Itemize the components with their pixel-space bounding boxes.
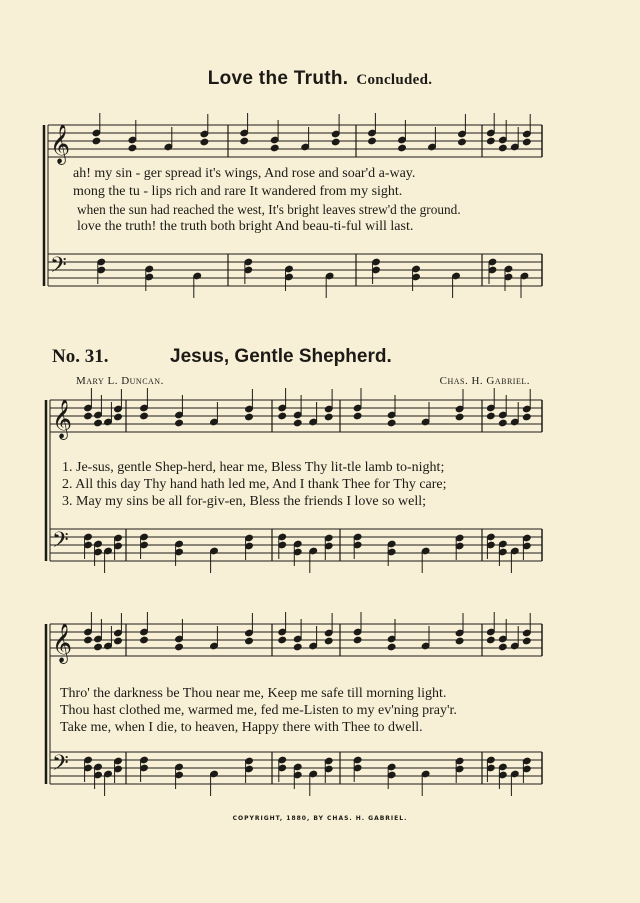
hymn-system-1-bass-clef-icon: 𝄢 [52,528,69,558]
hymn-system-1-treble-note [175,419,184,427]
top-system-treble-note [331,138,340,146]
hymn-system-1-treble-note [84,412,93,420]
hymn-author: Mary L. Duncan. [76,375,164,387]
verse-2-line-a: 2. All this day Thy hand hath led me, And I thank Thee for Thy care; [62,477,447,492]
hymn-system-1-treble-note [324,413,333,421]
top-system-treble-note [498,144,507,152]
top-system-treble-note [128,144,137,152]
hymn-system-2-treble-note [387,643,396,651]
hymn-system-2-treble-note [455,637,464,645]
hymn-system-2-treble-note [522,637,531,645]
top-lyric-line-4: love the truth! the truth both bright And beau-ti-ful will last. [77,219,414,234]
verse-2-line-b: Thou hast clothed me, warmed me, fed me-Listen to my ev'ning pray'r. [60,703,457,718]
hymn-system-2-treble-note [293,643,302,651]
hymn-system-2-treble-note [353,636,362,644]
hymn-system-2-treble-note [324,637,333,645]
hymn-system-1-treble-note [522,413,531,421]
hymn-system-1-treble-note [114,413,123,421]
top-system-treble-clef-icon: 𝄞 [50,124,71,164]
verse-1-line-b: Thro' the darkness be Thou near me, Keep me safe till morning light. [60,686,447,701]
top-lyric-line-2: mong the tu - lips rich and rare It wandered from my sight. [73,184,403,199]
top-system-treble-note [458,138,467,146]
hymn-system-1-treble-note [353,412,362,420]
hymn-system-2-treble-note [94,643,103,651]
hymn-number: No. 31. [52,346,109,367]
top-system-treble-note [522,138,531,146]
song-subtitle: Concluded. [356,72,433,88]
hymn-system-2-treble-note [175,643,184,651]
top-system-bass-clef-icon: 𝄢 [50,253,67,283]
hymn-system-1-treble-note [293,419,302,427]
hymn-system-2-treble-note [278,636,287,644]
top-lyric-line-1: ah! my sin - ger spread it's wings, And rose and soar'd a-way. [73,166,416,181]
hymn-system-2-treble-note [498,643,507,651]
verse-3-line-a: 3. May my sins be all for-giv-en, Bless the friends I love so well; [62,494,427,509]
hymn-system-2-treble-note [114,637,123,645]
top-system-treble-note [200,138,209,146]
hymn-system-2-treble-note [140,636,149,644]
hymn-system-2-treble-note [486,636,495,644]
hymn-system-1-treble-note [245,413,254,421]
hymn-composer: Chas. H. Gabriel. [439,375,530,387]
hymn-system-2-treble-clef-icon: 𝄞 [52,623,73,663]
top-system-treble-note [92,137,101,145]
top-lyric-line-3: when the sun had reached the west, It's bright leaves strew'd the ground. [77,202,461,217]
hymn-system-1-treble-note [498,419,507,427]
hymn-system-2-treble-note [84,636,93,644]
song-title-text: Love the Truth. [207,68,349,89]
hymn-system-1-treble-note [387,419,396,427]
verse-1-line-a: 1. Je-sus, gentle Shep-herd, hear me, Bless Thy lit-tle lamb to-night; [62,460,445,475]
hymn-system-1-treble-note [94,419,103,427]
top-system-treble-note [486,137,495,145]
copyright-notice: COPYRIGHT, 1880, BY CHAS. H. GABRIEL. [232,815,408,822]
hymn-system-1-treble-clef-icon: 𝄞 [52,399,73,439]
hymn-system-1-treble-note [140,412,149,420]
top-system-treble-note [368,137,377,145]
hymn-system-2-bass-clef-icon: 𝄢 [52,751,69,781]
top-system-treble-note [398,144,407,152]
top-system-treble-note [270,144,279,152]
hymn-system-1-treble-note [486,412,495,420]
hymn-title: Jesus, Gentle Shepherd. [170,346,392,367]
hymn-system-1-treble-note [455,413,464,421]
hymn-system-2-treble-note [245,637,254,645]
hymn-system-1-treble-note [278,412,287,420]
top-system-treble-note [240,137,249,145]
verse-3-line-b: Take me, when I die, to heaven, Happy there with Thee to dwell. [60,720,423,735]
